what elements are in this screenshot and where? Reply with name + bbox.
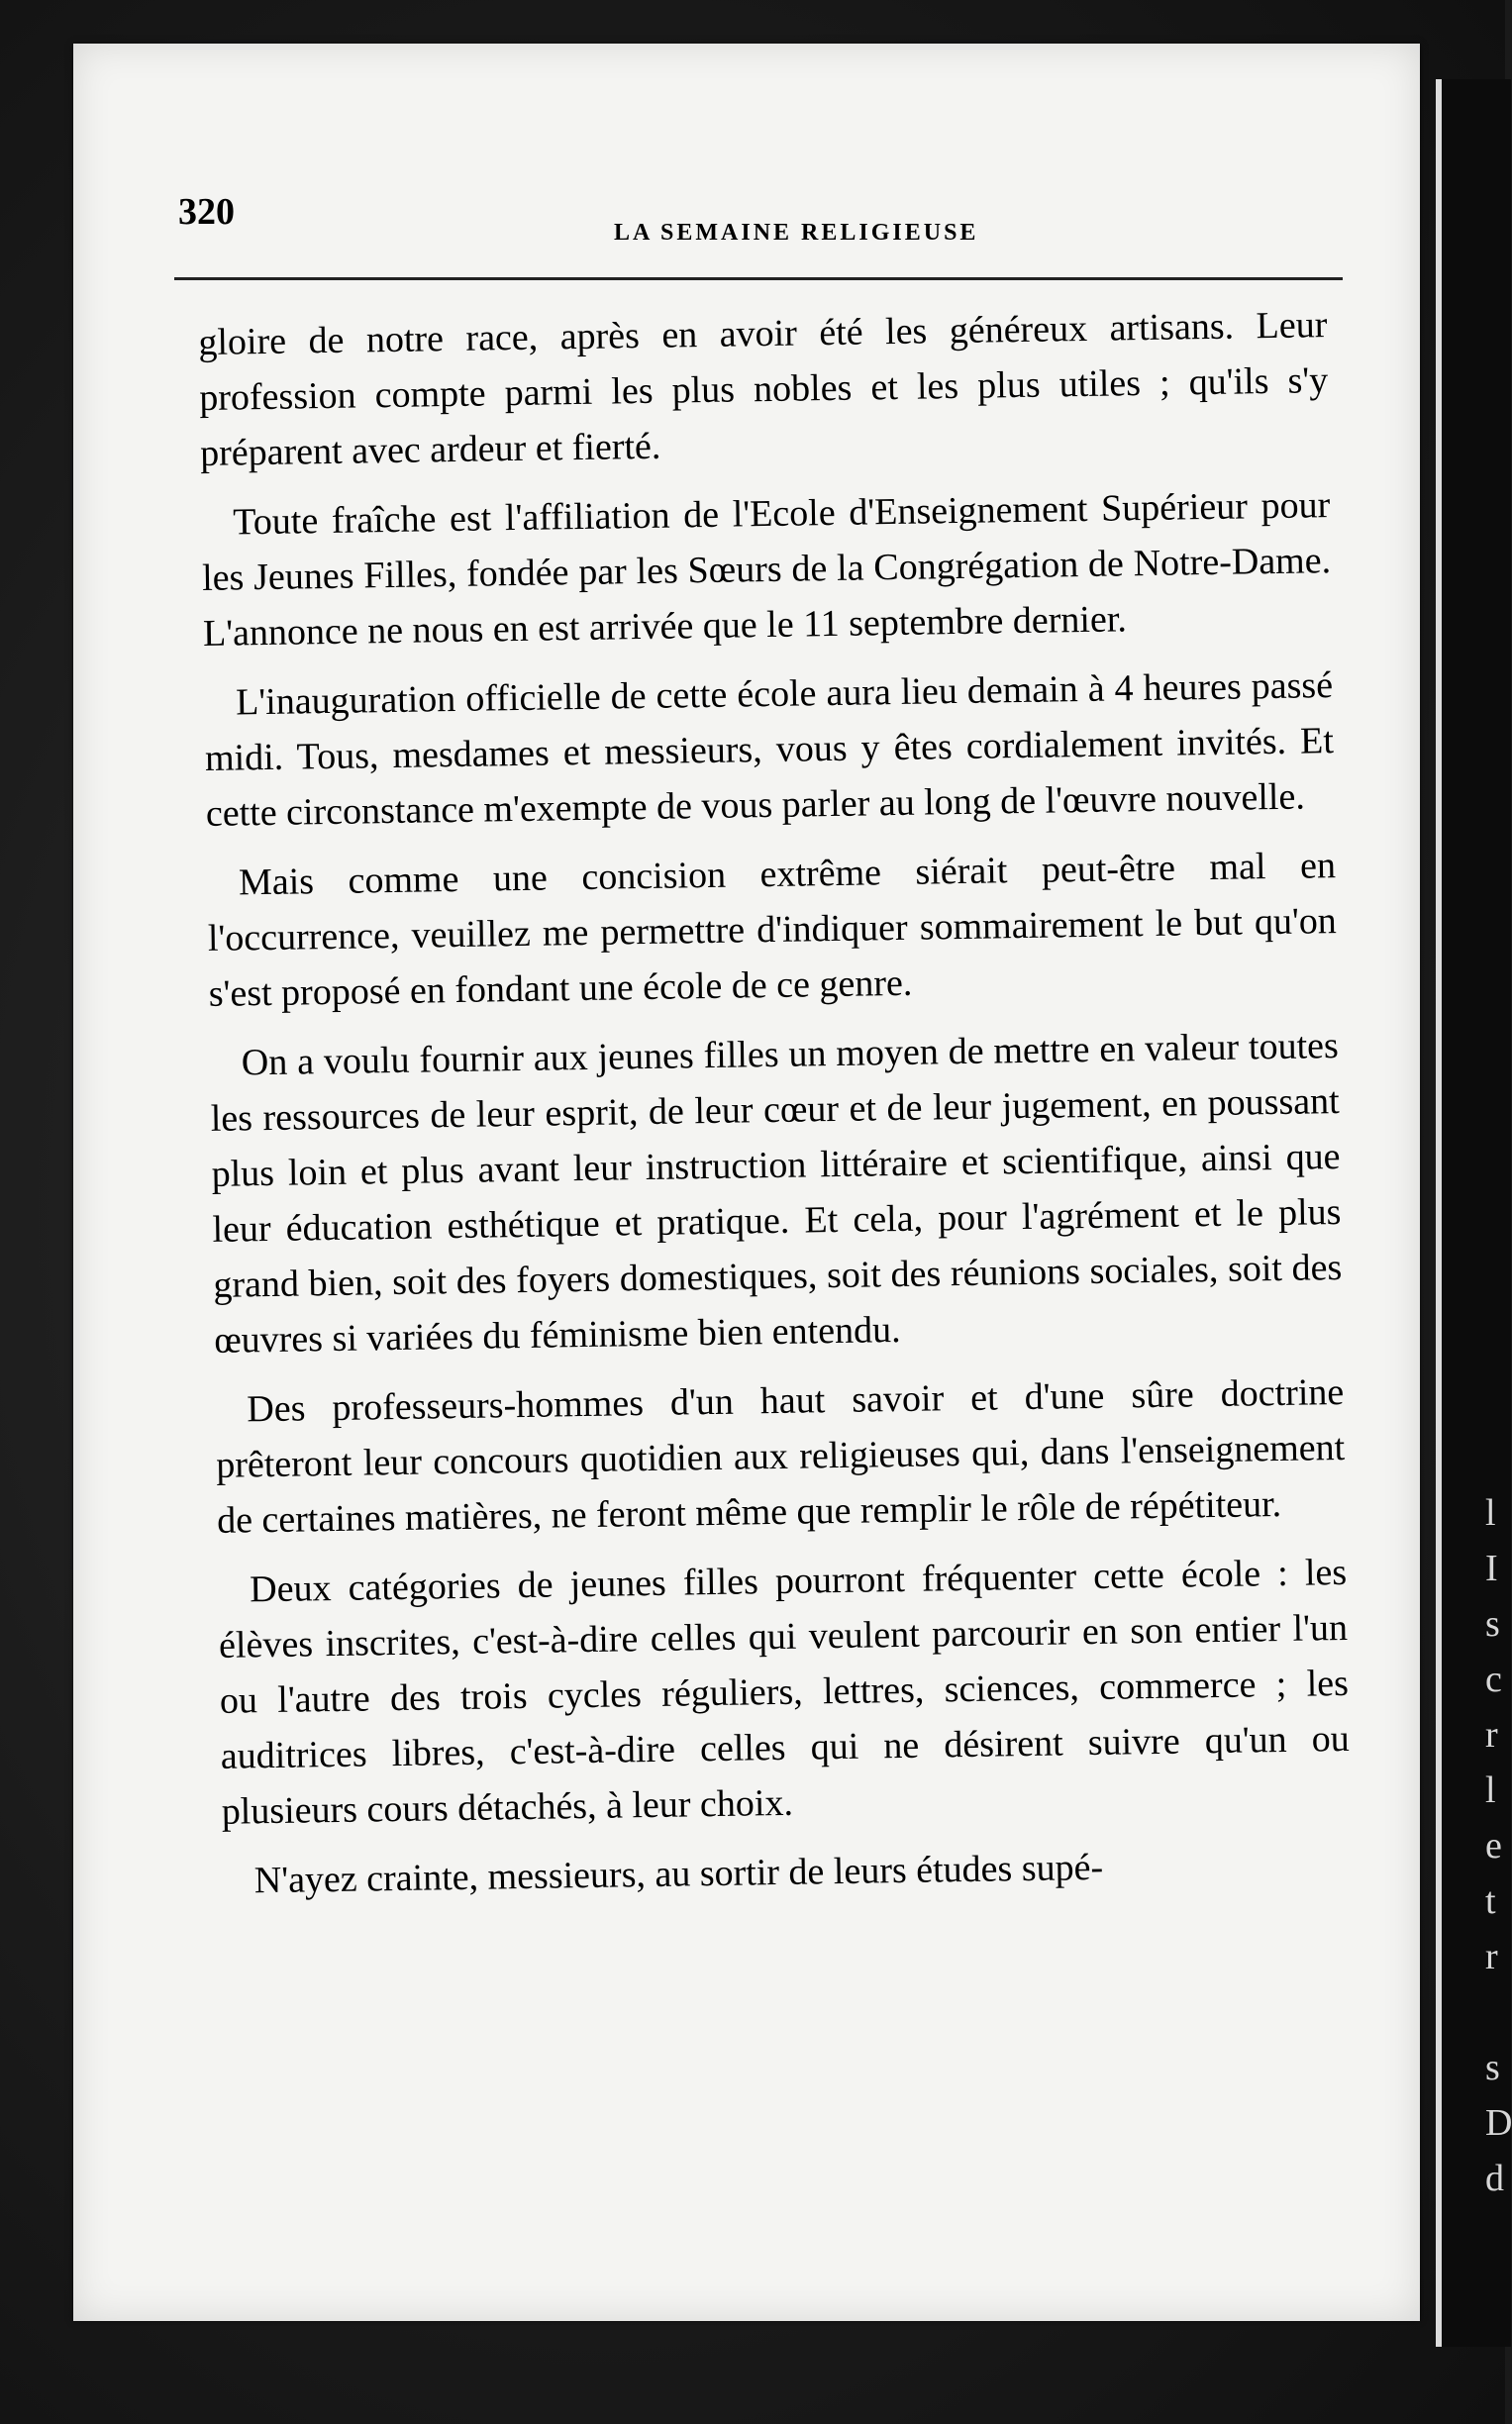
edge-letter bbox=[1485, 1984, 1505, 2040]
edge-letter: d bbox=[1485, 2158, 1504, 2199]
paragraph: Deux catégories de jeunes filles pourront fréquenter cette école : les élèves inscrites, c'est-à-dire celles qui veulent parcourir en son entier l'un ou l'autre des trois cycles réguliers, lettres, sciences, commerce ; les auditrices libres, c'est-à-dire celles qui ne désirent suivre qu'un ou plusieurs cours détachés, à leur choix. bbox=[218, 1551, 1351, 1833]
paragraph: Toute fraîche est l'affiliation de l'Ecole d'Enseignement Supérieur pour les Jeunes Filles, fondée par les Sœurs de la Congrégation de Notre-Dame. L'annonce ne nous en est arrivée que le 11 septembre dernier. bbox=[201, 484, 1332, 655]
edge-letter: l bbox=[1485, 1492, 1496, 1534]
page-number: 320 bbox=[178, 191, 235, 233]
adjacent-page-letters bbox=[1485, 1485, 1512, 2206]
paragraph: On a voulu fournir aux jeunes filles un moyen de mettre en valeur toutes les ressources de leur esprit, de leur cœur et de leur jugement, en poussant plus loin et plus avant leur instruction littéraire et scientifique, ainsi que leur éducation esthétique et pratique. Et cela, pour l'agrément et le plus grand bien, soit des foyers domestiques, soit des réunions sociales, soit des œuvres si variées du féminisme bien entendu. bbox=[210, 1025, 1343, 1362]
edge-letter: I bbox=[1485, 1548, 1498, 1589]
edge-letter: D bbox=[1485, 2102, 1512, 2144]
edge-letter: s bbox=[1485, 2047, 1500, 2088]
edge-letter: e bbox=[1485, 1825, 1502, 1867]
page-header bbox=[178, 190, 1347, 259]
paragraph: Mais comme une concision extrême siérait peut-être mal en l'occurrence, veuillez me permettre d'indiquer sommairement le but qu'on s'est proposé en fondant une école de ce genre. bbox=[207, 845, 1338, 1015]
header-rule bbox=[174, 277, 1343, 280]
edge-letter: r bbox=[1485, 1936, 1498, 1977]
edge-letter: c bbox=[1485, 1659, 1502, 1700]
paragraph: Des professeurs-hommes d'un haut savoir et d'une sûre doctrine prêteront leur concours quotidien aux religieuses qui, dans l'enseignement de certaines matières, ne feront même que remplir le rôle de répétiteur. bbox=[215, 1370, 1346, 1542]
running-title: LA SEMAINE RELIGIEUSE bbox=[614, 220, 979, 246]
edge-letter: r bbox=[1485, 1714, 1498, 1756]
edge-letter: t bbox=[1485, 1880, 1496, 1922]
body-text bbox=[198, 297, 1352, 1923]
paragraph: L'inauguration officielle de cette école aura lieu demain à 4 heures passé midi. Tous, mesdames et messieurs, vous y êtes cordialement invités. Et cette circonstance m'exempte de vous parler au long de l'œuvre nouvelle. bbox=[204, 664, 1335, 835]
paragraph: N'ayez crainte, messieurs, au sortir de leurs études supé- bbox=[253, 1846, 1104, 1902]
paragraph: gloire de notre race, après en avoir été les généreux artisans. Leur profession compte parmi les plus nobles et les plus utiles ; qu'ils s'y préparent avec ardeur et fierté. bbox=[198, 304, 1329, 474]
edge-letter: s bbox=[1485, 1603, 1500, 1645]
edge-letter: l bbox=[1485, 1769, 1496, 1811]
